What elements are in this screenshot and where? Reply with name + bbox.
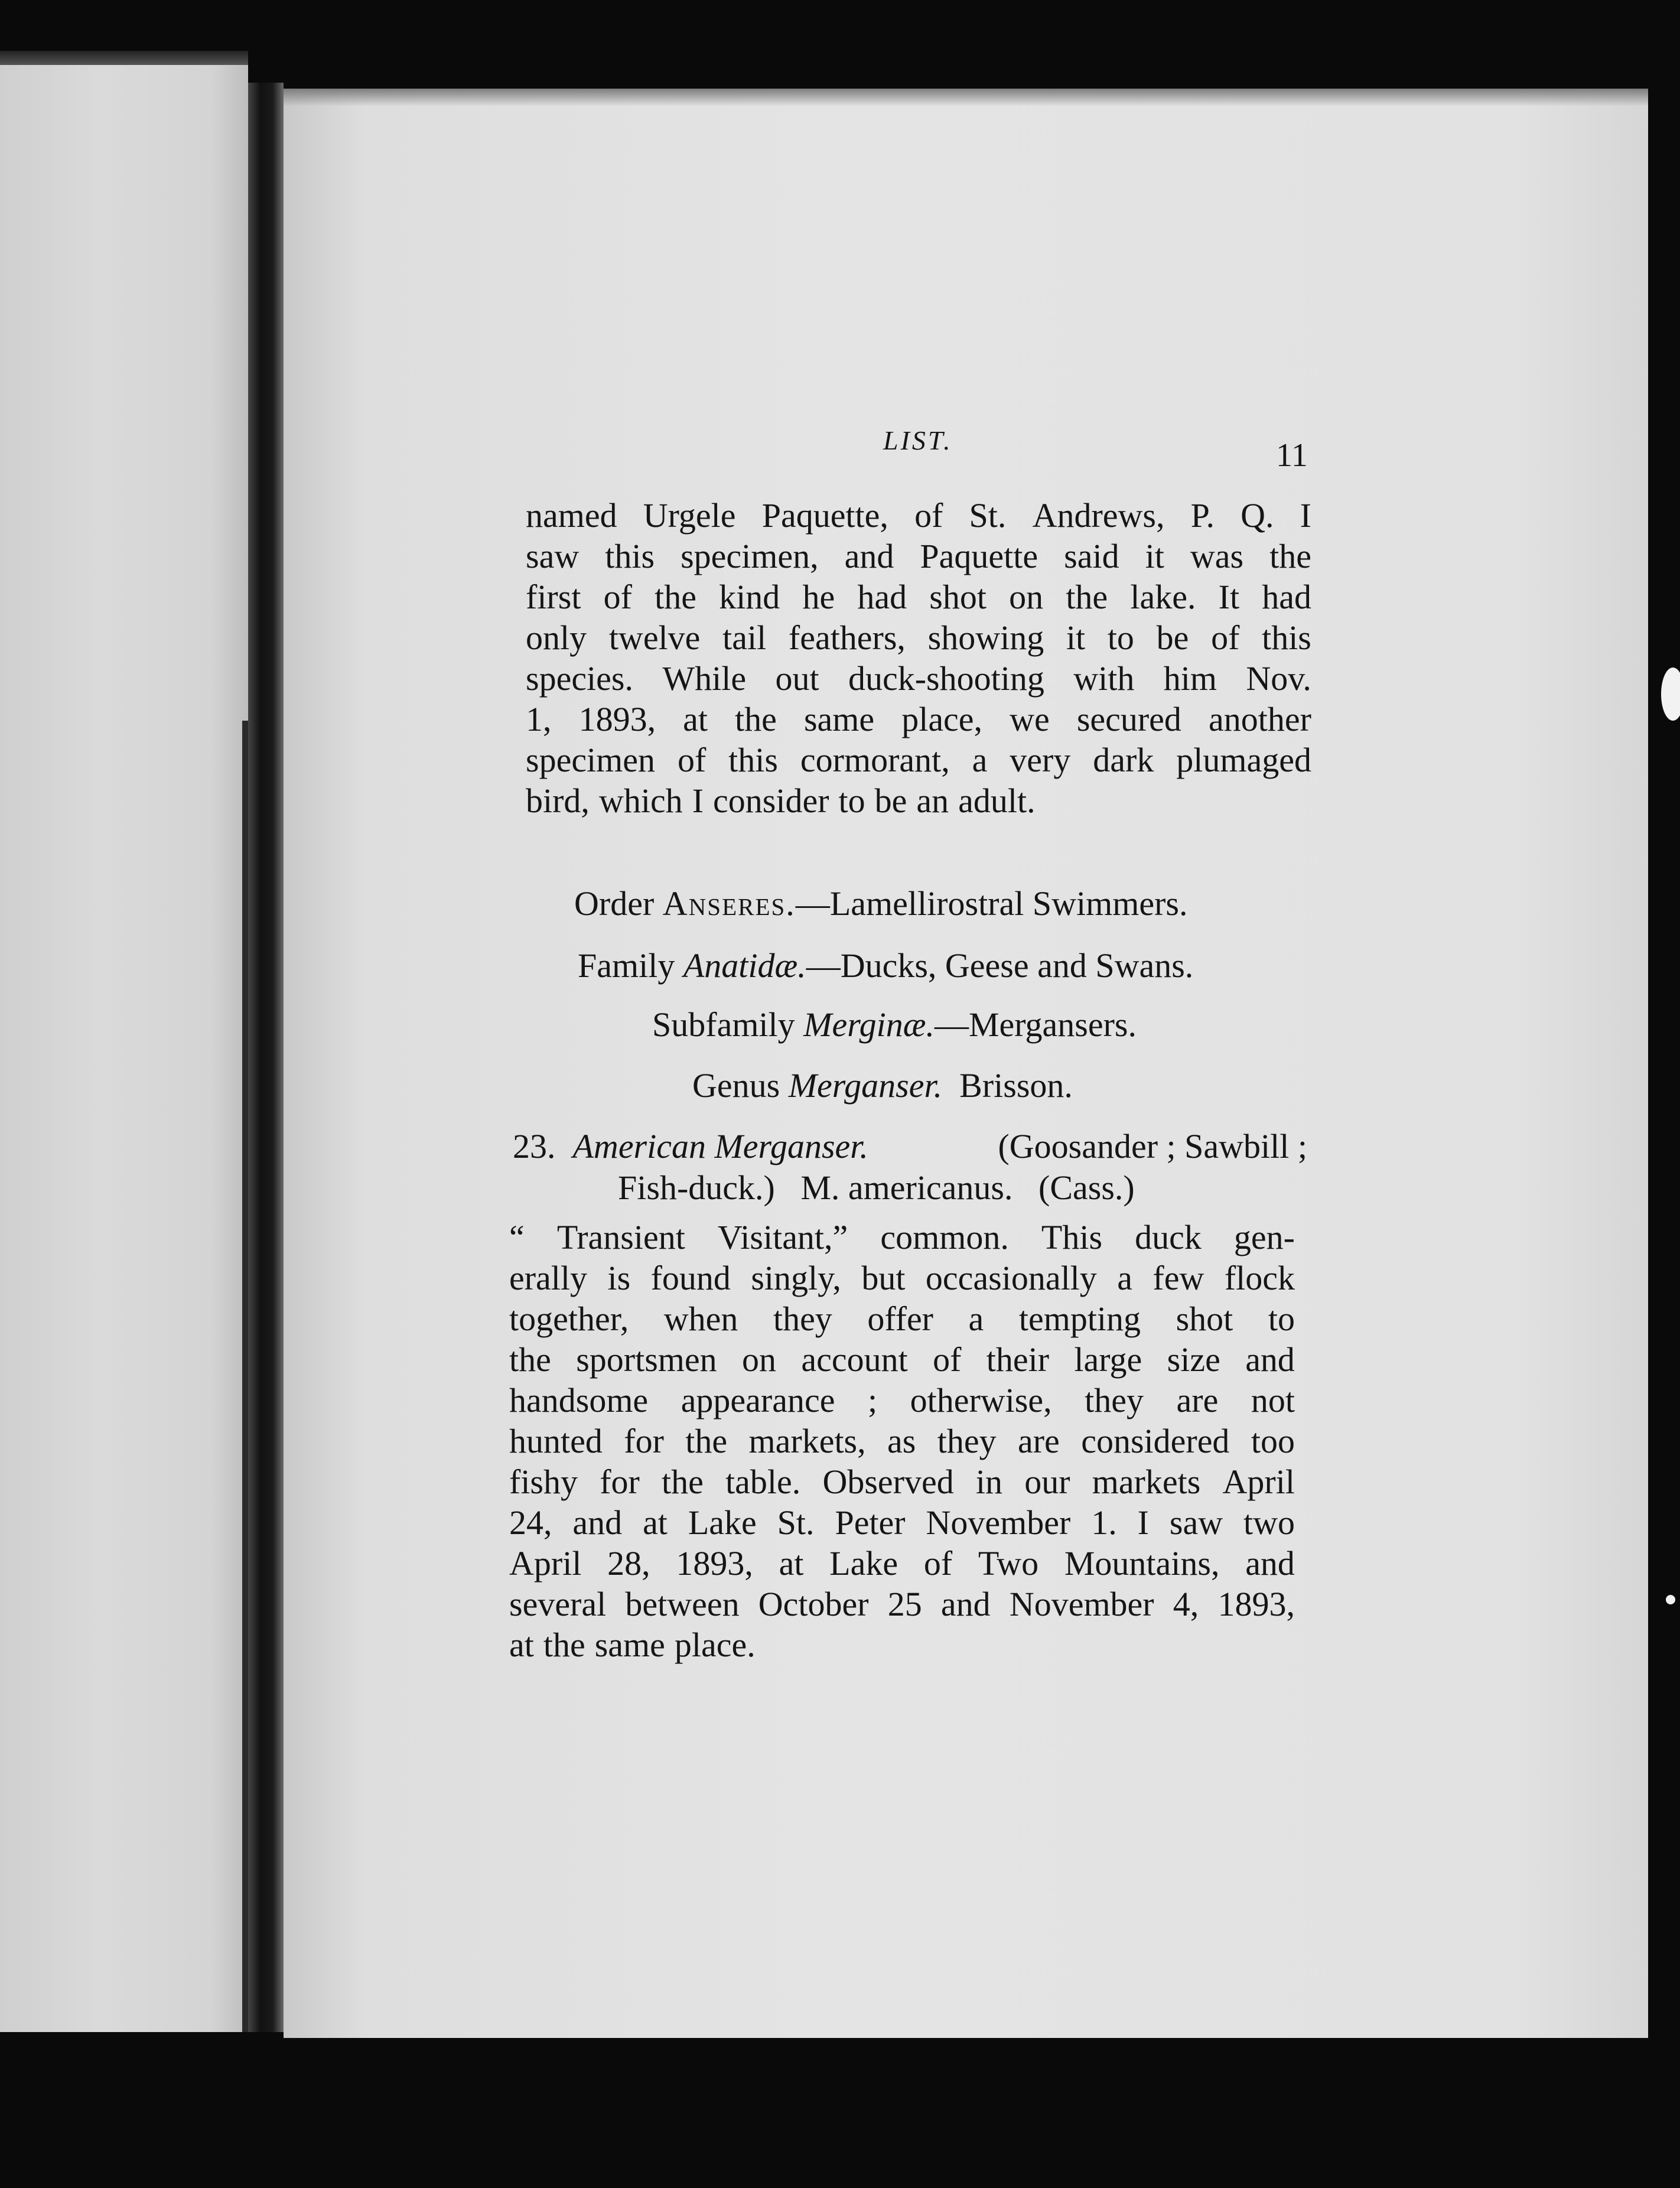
word: they — [937, 1422, 997, 1460]
word: I — [692, 782, 704, 820]
word: Nov. — [1246, 659, 1311, 698]
word: October — [758, 1585, 869, 1623]
text-line — [526, 699, 1311, 740]
word: out — [775, 659, 819, 698]
word: not — [1251, 1381, 1295, 1419]
word: erally — [509, 1259, 588, 1297]
word: named — [526, 496, 617, 535]
word: the — [655, 578, 696, 616]
word: the — [509, 1340, 551, 1379]
word: and — [940, 1585, 991, 1623]
word: 1. — [1091, 1503, 1117, 1542]
word: lake. — [1130, 578, 1196, 616]
text-line — [509, 1543, 1295, 1584]
word: was — [1190, 537, 1244, 575]
word: to — [838, 782, 865, 820]
text-line — [526, 577, 1311, 617]
word: I — [1137, 1503, 1149, 1542]
word: ; — [867, 1381, 878, 1419]
word: him — [1163, 659, 1217, 698]
word: consider — [713, 782, 829, 820]
word: and — [844, 537, 894, 575]
word: but — [861, 1259, 906, 1297]
species-authority: (Cass.) — [1038, 1168, 1135, 1207]
word: Lake — [829, 1544, 898, 1583]
word: November — [1009, 1585, 1154, 1623]
word: an — [916, 782, 949, 820]
word: 1893, — [1217, 1585, 1295, 1623]
word: plumaged — [1176, 741, 1311, 779]
word: of — [1211, 618, 1240, 657]
word: for — [624, 1422, 664, 1460]
word: at — [683, 700, 708, 738]
word: sportsmen — [576, 1340, 717, 1379]
word: and — [1245, 1544, 1295, 1583]
page-number: 11 — [1276, 437, 1308, 474]
word: which — [598, 782, 683, 820]
word: 24, — [509, 1503, 552, 1542]
word: Transient — [556, 1218, 685, 1256]
word: This — [1041, 1218, 1103, 1256]
word: P. — [1190, 496, 1215, 535]
word: and — [572, 1503, 623, 1542]
word: two — [1243, 1503, 1295, 1542]
word: are — [1176, 1381, 1219, 1419]
word: on — [742, 1340, 777, 1379]
word: they — [1085, 1381, 1144, 1419]
word: tail — [722, 618, 767, 657]
word: to — [1268, 1300, 1295, 1338]
word: Observed — [822, 1463, 954, 1501]
word: Q. — [1241, 496, 1274, 535]
text-line — [526, 780, 1311, 821]
word: Visitant,” — [717, 1218, 848, 1256]
word: at — [643, 1503, 668, 1542]
word: together, — [509, 1300, 629, 1338]
word: duck — [1135, 1218, 1202, 1256]
text-line — [509, 1502, 1295, 1543]
word: saw — [526, 537, 579, 575]
word: “ — [509, 1218, 525, 1256]
word: markets, — [748, 1422, 866, 1460]
page-top-shadow — [284, 89, 1648, 106]
word: the — [735, 700, 777, 738]
word: our — [1024, 1463, 1070, 1501]
word: 1, — [526, 700, 552, 738]
page-11 — [284, 89, 1648, 2038]
word: I — [1300, 496, 1311, 535]
word: specimen, — [681, 537, 819, 575]
word: few — [1152, 1259, 1204, 1297]
subfamily-name: Merginæ. — [803, 1005, 935, 1044]
word: this — [728, 741, 778, 779]
word: as — [887, 1422, 916, 1460]
word: singly, — [751, 1259, 841, 1297]
species-number: 23. — [513, 1127, 556, 1165]
scan-speck — [1661, 668, 1680, 721]
word: in — [975, 1463, 1003, 1501]
text-line — [526, 740, 1311, 780]
word: otherwise, — [910, 1381, 1052, 1419]
order-heading — [574, 883, 1187, 924]
word: large — [1074, 1340, 1142, 1379]
word: place, — [901, 700, 983, 738]
word: handsome — [509, 1381, 649, 1419]
word: April — [509, 1544, 582, 1583]
text-line — [509, 1461, 1295, 1502]
word: appearance — [681, 1381, 835, 1419]
word: 1893, — [676, 1544, 753, 1583]
text-line — [509, 1258, 1295, 1298]
word: the — [662, 1463, 704, 1501]
species-scientific-name: M. americanus. — [800, 1168, 1013, 1207]
word: of — [923, 1544, 953, 1583]
book-gutter — [248, 83, 284, 2032]
word: specimen — [526, 741, 656, 779]
word: hunted — [509, 1422, 603, 1460]
word: species. — [526, 659, 633, 698]
family-common-name: —Ducks, Geese and Swans. — [806, 946, 1194, 985]
word: between — [625, 1585, 740, 1623]
word: duck-shooting — [848, 659, 1044, 698]
word: Two — [978, 1544, 1039, 1583]
word: of — [677, 741, 706, 779]
word: it — [1066, 618, 1086, 657]
word: very — [1010, 741, 1071, 779]
word: 25 — [887, 1585, 922, 1623]
word: on — [1009, 578, 1044, 616]
genus-heading — [692, 1065, 1073, 1106]
text-line — [526, 536, 1311, 577]
word: adult. — [958, 782, 1036, 820]
word: It — [1218, 578, 1240, 616]
word: shot — [1176, 1300, 1233, 1338]
word: feathers, — [788, 618, 906, 657]
word: a — [968, 1300, 984, 1338]
word: be — [1156, 618, 1189, 657]
species-paragraph — [509, 1217, 1295, 1665]
word: the — [1269, 537, 1311, 575]
word: are — [1018, 1422, 1060, 1460]
word: another — [1209, 700, 1311, 738]
text-line — [509, 1421, 1295, 1461]
family-name: Anatidæ. — [683, 946, 806, 985]
word: Mountains, — [1064, 1544, 1220, 1583]
word: of — [933, 1340, 962, 1379]
text-line — [509, 1380, 1295, 1421]
subfamily-common-name: —Mergansers. — [934, 1005, 1137, 1044]
word: a — [972, 741, 988, 779]
word: bird, — [526, 782, 590, 820]
text-line — [509, 1339, 1295, 1380]
word: had — [1262, 578, 1311, 616]
word: Urgele — [643, 496, 736, 535]
text-line — [509, 1298, 1295, 1339]
word: account — [801, 1340, 908, 1379]
word: place. — [674, 1626, 756, 1664]
subfamily-prefix: Subfamily — [652, 1005, 795, 1044]
word: St. — [969, 496, 1007, 535]
subfamily-heading — [652, 1004, 1137, 1046]
word: shot — [929, 578, 986, 616]
word: for — [600, 1463, 640, 1501]
word: 1893, — [578, 700, 656, 738]
left-facing-page — [0, 65, 248, 2032]
word: 4, — [1173, 1585, 1199, 1623]
family-heading — [578, 945, 1193, 986]
word: gen- — [1233, 1218, 1295, 1256]
order-common-name: —Lamellirostral Swimmers. — [795, 884, 1188, 923]
text-line — [509, 1584, 1295, 1624]
word: showing — [927, 618, 1044, 657]
word: found — [650, 1259, 731, 1297]
text-line — [526, 658, 1311, 699]
species-synonyms: (Goosander ; Sawbill ; — [998, 1127, 1307, 1165]
word: to — [1107, 618, 1134, 657]
word: at — [779, 1544, 804, 1583]
word: saw — [1169, 1503, 1223, 1542]
genus-prefix: Genus — [692, 1066, 780, 1105]
word: Lake — [688, 1503, 757, 1542]
word: said — [1064, 537, 1119, 575]
word: cormorant, — [800, 741, 950, 779]
scan-speck — [1666, 1595, 1675, 1604]
genus-name: Merganser. — [788, 1066, 943, 1105]
word: we — [1010, 700, 1050, 738]
genus-authority: Brisson. — [959, 1066, 1073, 1105]
word: be — [874, 782, 907, 820]
word: of — [914, 496, 943, 535]
word: and — [1245, 1340, 1295, 1379]
word: a — [1117, 1259, 1132, 1297]
word: Paquette, — [761, 496, 888, 535]
word: the — [1066, 578, 1108, 616]
running-head: LIST. — [883, 425, 953, 455]
word: the — [685, 1422, 728, 1460]
word: November — [926, 1503, 1071, 1542]
word: kind — [719, 578, 780, 616]
order-name: Anseres. — [662, 884, 796, 923]
word: first — [526, 578, 581, 616]
word: this — [605, 537, 655, 575]
word: While — [662, 659, 747, 698]
order-prefix: Order — [574, 884, 655, 923]
word: twelve — [608, 618, 701, 657]
word: the — [543, 1626, 585, 1664]
word: flock — [1224, 1259, 1295, 1297]
word: too — [1251, 1422, 1295, 1460]
species-common-name: American Merganser. — [572, 1127, 868, 1165]
word: had — [857, 578, 907, 616]
word: it — [1145, 537, 1164, 575]
word: secured — [1076, 700, 1181, 738]
word: considered — [1081, 1422, 1230, 1460]
word: St. — [777, 1503, 815, 1542]
word: 28, — [607, 1544, 650, 1583]
text-line — [526, 495, 1311, 536]
word: markets — [1092, 1463, 1201, 1501]
word: same — [594, 1626, 665, 1664]
word: offer — [867, 1300, 933, 1338]
word: at — [509, 1626, 534, 1664]
family-prefix: Family — [578, 946, 675, 985]
word: size — [1167, 1340, 1220, 1379]
continued-paragraph — [526, 495, 1311, 821]
word: their — [986, 1340, 1050, 1379]
species-heading-line-2 — [618, 1167, 1135, 1209]
word: they — [773, 1300, 832, 1338]
word: fishy — [509, 1463, 578, 1501]
word: same — [803, 700, 875, 738]
word: occasionally — [925, 1259, 1097, 1297]
text-line — [526, 617, 1311, 658]
word: several — [509, 1585, 607, 1623]
word: he — [802, 578, 835, 616]
word: with — [1073, 659, 1135, 698]
word: Peter — [835, 1503, 906, 1542]
word: only — [526, 618, 587, 657]
species-synonym-continued: Fish-duck.) — [618, 1168, 775, 1207]
word: this — [1262, 618, 1311, 657]
word: Paquette — [920, 537, 1038, 575]
word: table. — [725, 1463, 801, 1501]
word: tempting — [1018, 1300, 1141, 1338]
species-heading-line-1 — [513, 1126, 1307, 1167]
word: when — [663, 1300, 738, 1338]
word: Andrews, — [1032, 496, 1165, 535]
text-line — [509, 1624, 1295, 1665]
word: of — [603, 578, 632, 616]
word: is — [607, 1259, 631, 1297]
word: dark — [1093, 741, 1154, 779]
text-line — [509, 1217, 1295, 1258]
word: April — [1222, 1463, 1295, 1501]
word: common. — [880, 1218, 1009, 1256]
